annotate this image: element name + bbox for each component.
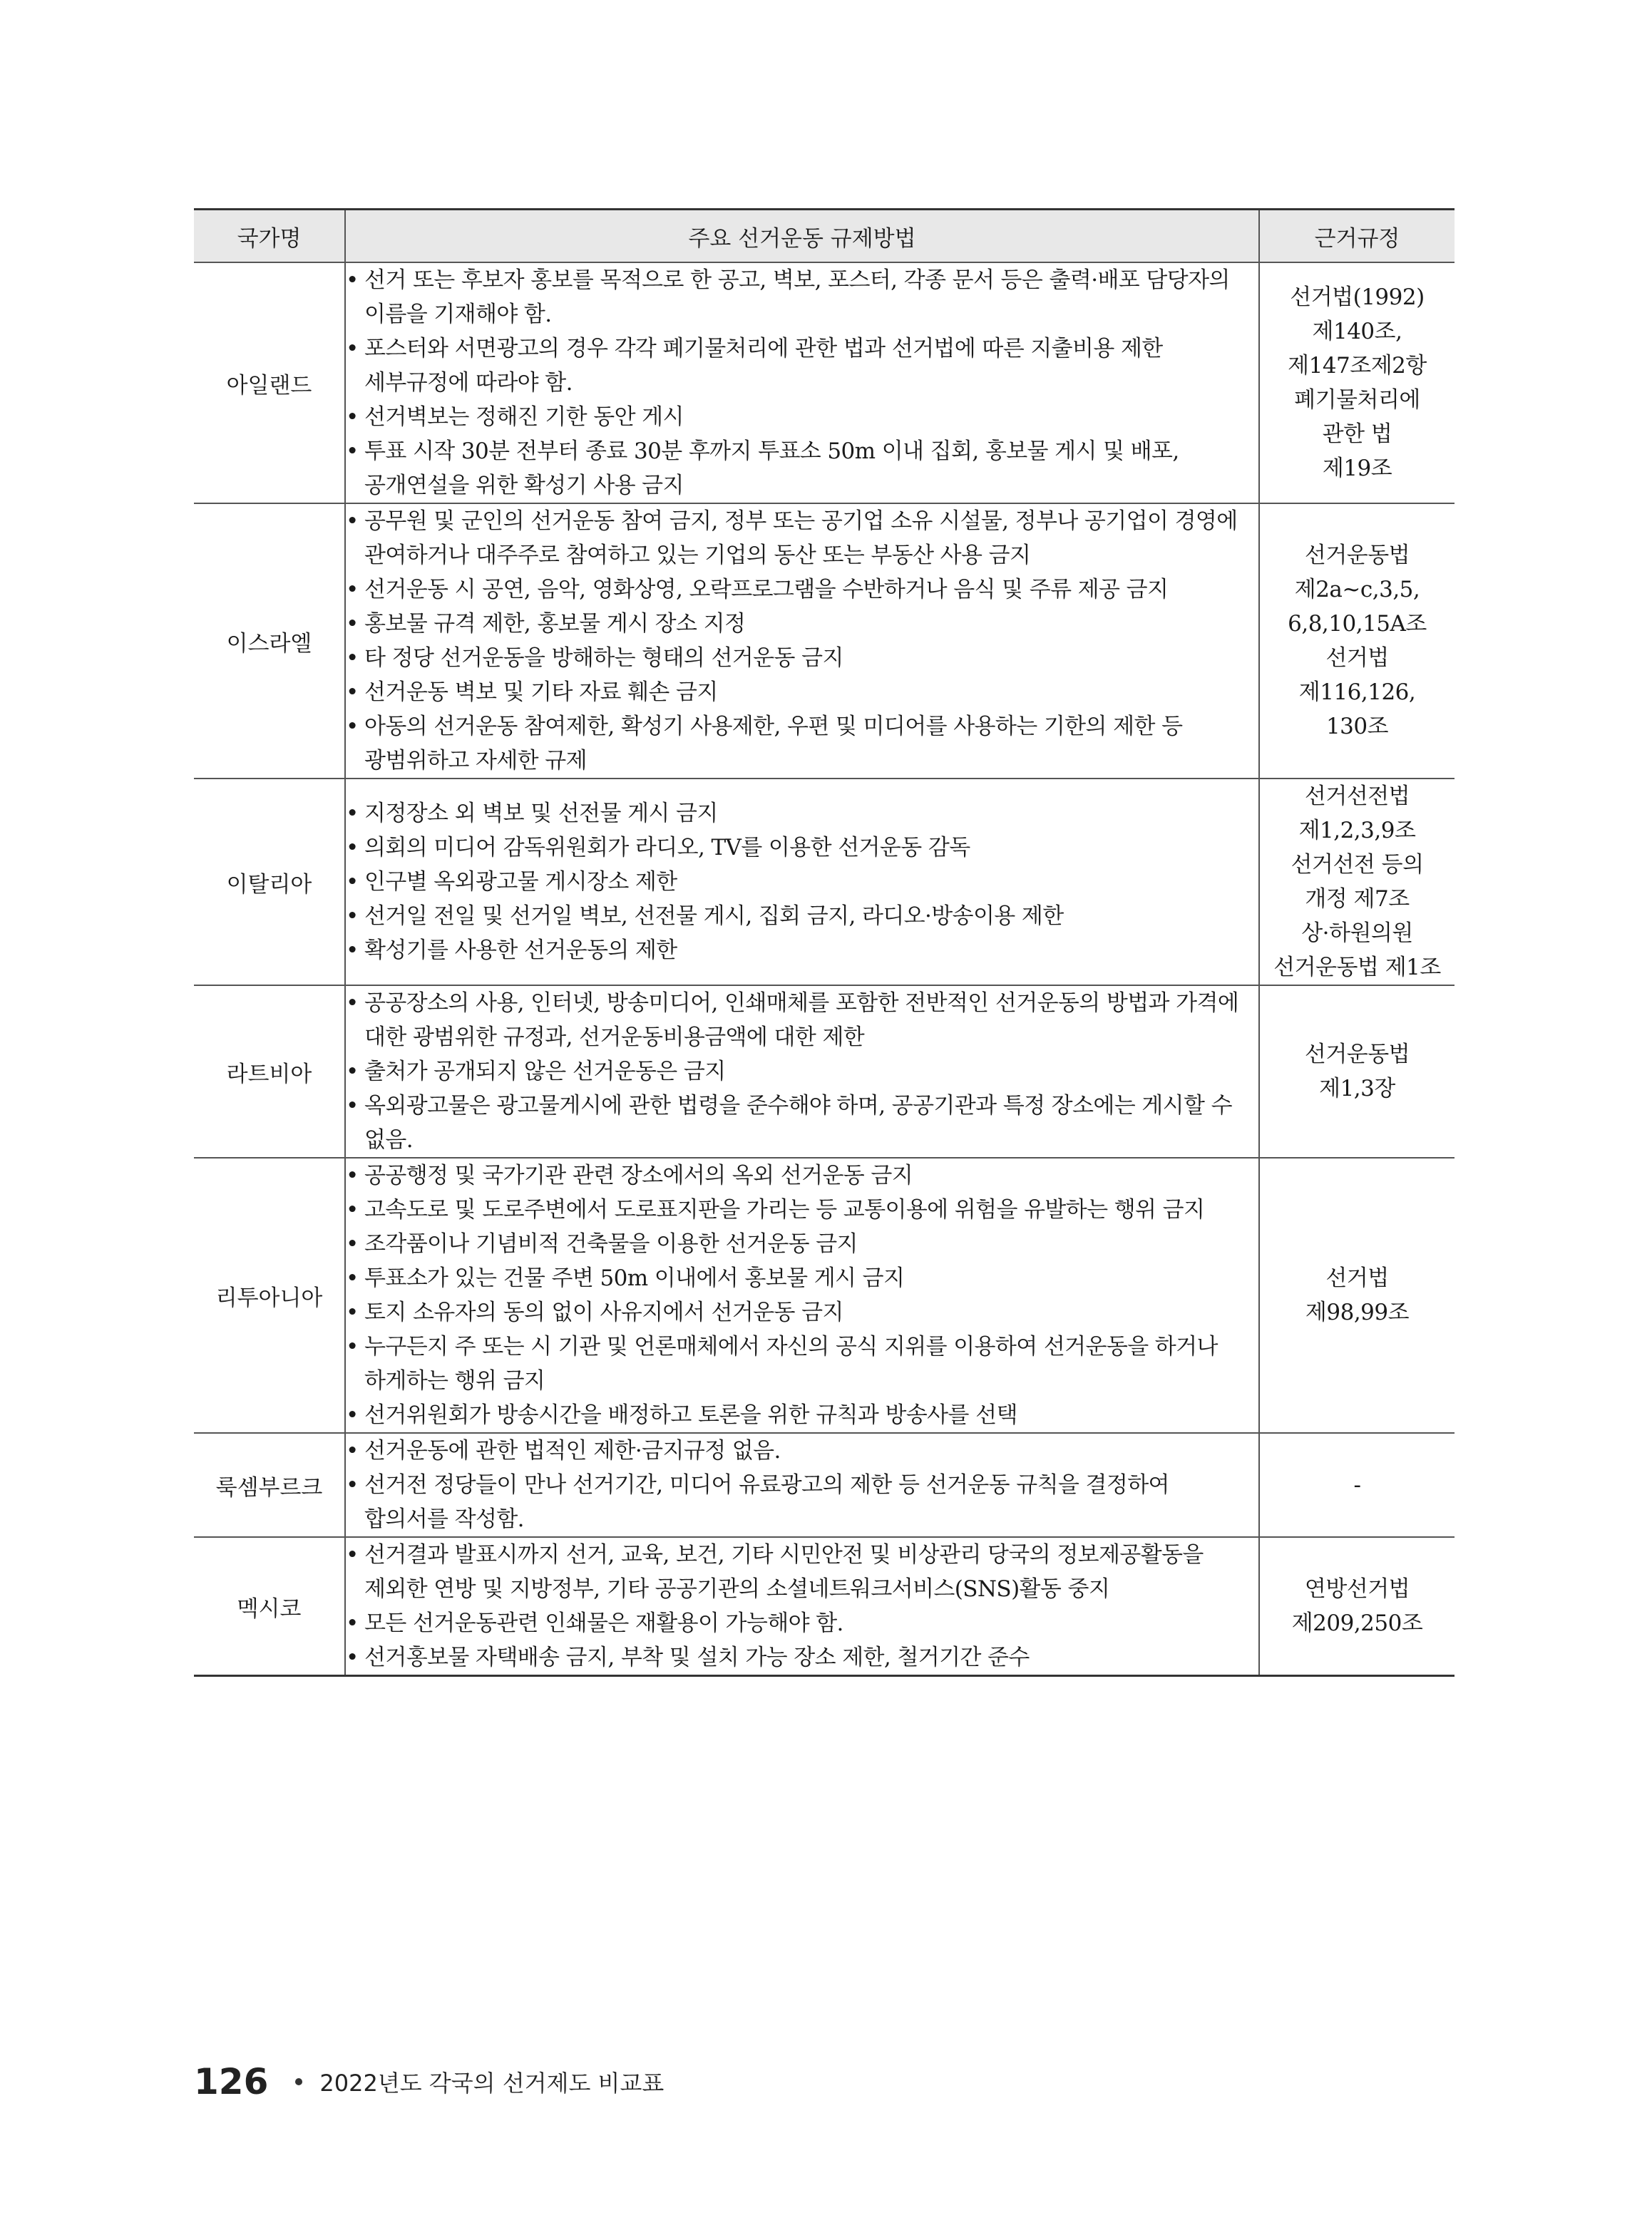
regulation-item (346, 1295, 1258, 1330)
bullet-icon: • (346, 336, 359, 361)
regulation-item-text: 누구든지 주 또는 시 기관 및 언론매체에서 자신의 공식 지위를 이용하여 선거운동을 하거나 하게하는 행위 금지 (364, 1334, 1218, 1394)
bullet-icon: • (346, 1231, 359, 1257)
regulations-table (194, 208, 1455, 1677)
regulation-list (346, 1434, 1258, 1536)
bullet-icon: • (346, 869, 359, 895)
regulation-item-text: 투표 시작 30분 전부터 종료 30분 후까지 투표소 50m 이내 집회, 홍보물 게시 및 배포, 공개연설을 위한 확성기 사용 금지 (364, 438, 1179, 498)
regulation-item (346, 1468, 1258, 1536)
bullet-icon: • (346, 714, 359, 739)
bullet-icon: • (346, 937, 359, 963)
regulation-item-text: 선거 또는 후보자 홍보를 목적으로 한 공고, 벽보, 포스터, 각종 문서 등은 출력·배포 담당자의 이름을 기재해야 함. (364, 267, 1230, 327)
bullet-icon: • (346, 903, 359, 929)
regulation-item (346, 1434, 1258, 1468)
regulation-item-text: 토지 소유자의 동의 없이 사유지에서 선거운동 금지 (364, 1300, 843, 1325)
bullet-icon: • (346, 1163, 359, 1188)
regulation-item (346, 332, 1258, 400)
regulation-list (346, 986, 1258, 1157)
legal-basis: 선거운동법 제1,3장 (1259, 985, 1455, 1158)
country-name: 아일랜드 (194, 262, 345, 503)
regulation-item-text: 홍보물 규격 제한, 홍보물 게시 장소 지정 (364, 611, 746, 637)
regulation-item (346, 1261, 1258, 1295)
regulation-item-text: 투표소가 있는 건물 주변 50m 이내에서 홍보물 게시 금지 (364, 1265, 905, 1291)
bullet-icon: • (346, 1265, 359, 1291)
page-footer (194, 2060, 664, 2103)
regulation-item-text: 의회의 미디어 감독위원회가 라디오, TV를 이용한 선거운동 감독 (364, 835, 970, 860)
regulation-item (346, 1158, 1258, 1193)
regulation-item (346, 434, 1258, 503)
regulation-item (346, 263, 1258, 332)
regulation-list (346, 504, 1258, 778)
regulation-item-text: 모든 선거운동관련 인쇄물은 재활용이 가능해야 함. (364, 1610, 843, 1636)
bullet-icon: • (346, 1542, 359, 1568)
regulation-methods (345, 503, 1259, 779)
regulation-item-text: 고속도로 및 도로주변에서 도로표지판을 가리는 등 교통이용에 위험을 유발하는 행위 금지 (364, 1197, 1205, 1223)
regulation-item (346, 400, 1258, 434)
regulation-item-text: 타 정당 선거운동을 방해하는 형태의 선거운동 금지 (364, 645, 843, 671)
bullet-icon: • (346, 438, 359, 464)
regulation-item (346, 504, 1258, 572)
legal-basis: 선거선전법 제1,2,3,9조 선거선전 등의 개정 제7조 상·하원의원 선거운동법 제1조 (1259, 779, 1455, 985)
regulation-methods (345, 1158, 1259, 1433)
country-name: 이스라엘 (194, 503, 345, 779)
regulation-item (346, 1089, 1258, 1157)
regulation-item (346, 899, 1258, 933)
regulation-list (346, 263, 1258, 503)
regulation-item (346, 796, 1258, 831)
legal-basis: - (1259, 1433, 1455, 1537)
bullet-icon: • (346, 835, 359, 860)
table-row (194, 1537, 1455, 1676)
bullet-icon: • (346, 1645, 359, 1670)
country-name: 멕시코 (194, 1537, 345, 1676)
bullet-icon: • (346, 1197, 359, 1223)
regulation-item (346, 1640, 1258, 1675)
regulation-item (346, 1054, 1258, 1089)
regulation-methods (345, 779, 1259, 985)
regulation-list (346, 796, 1258, 967)
footer-title: 2022년도 각국의 선거제도 비교표 (319, 2070, 665, 2097)
regulation-item-text: 선거전 정당들이 만나 선거기간, 미디어 유료광고의 제한 등 선거운동 규칙을 결정하여 합의서를 작성함. (364, 1472, 1169, 1532)
regulation-item-text: 옥외광고물은 광고물게시에 관한 법령을 준수해야 하며, 공공기관과 특정 장소에는 게시할 수 없음. (364, 1093, 1232, 1153)
bullet-icon: • (346, 1610, 359, 1636)
regulation-item-text: 선거홍보물 자택배송 금지, 부착 및 설치 가능 장소 제한, 철거기간 준수 (364, 1645, 1030, 1670)
bullet-icon: • (346, 1334, 359, 1360)
regulation-item (346, 572, 1258, 607)
bullet-icon: • (346, 267, 359, 293)
regulation-methods (345, 1537, 1259, 1676)
legal-basis: 선거법(1992) 제140조, 제147조제2항 폐기물처리에 관한 법 제19조 (1259, 262, 1455, 503)
header-basis: 근거규정 (1259, 210, 1455, 263)
bullet-icon: • (346, 1059, 359, 1084)
country-name: 이탈리아 (194, 779, 345, 985)
regulation-item-text: 선거결과 발표시까지 선거, 교육, 보건, 기타 시민안전 및 비상관리 당국의 정보제공활동을 제외한 연방 및 지방정부, 기타 공공기관의 소셜네트워크서비스(SNS)활동 중지 (364, 1542, 1204, 1602)
header-methods: 주요 선거운동 규제방법 (345, 210, 1259, 263)
regulation-item-text: 선거운동에 관한 법적인 제한·금지규정 없음. (364, 1438, 781, 1464)
regulation-item (346, 933, 1258, 967)
regulation-item (346, 641, 1258, 675)
regulation-item-text: 지정장소 외 벽보 및 선전물 게시 금지 (364, 801, 718, 826)
regulation-list (346, 1538, 1258, 1675)
table-row (194, 1158, 1455, 1433)
regulation-item (346, 986, 1258, 1054)
bullet-icon: • (346, 508, 359, 534)
regulation-item (346, 1538, 1258, 1606)
bullet-icon: • (346, 1472, 359, 1498)
regulation-methods (345, 1433, 1259, 1537)
header-country: 국가명 (194, 210, 345, 263)
footer-separator-dot (295, 2078, 302, 2085)
country-name: 룩셈부르크 (194, 1433, 345, 1537)
country-name: 라트비아 (194, 985, 345, 1158)
bullet-icon: • (346, 404, 359, 430)
regulation-item-text: 선거운동 시 공연, 음악, 영화상영, 오락프로그램을 수반하거나 음식 및 주류 제공 금지 (364, 577, 1169, 602)
regulation-methods (345, 985, 1259, 1158)
regulation-item (346, 1606, 1258, 1640)
regulation-item-text: 인구별 옥외광고물 게시장소 제한 (364, 869, 677, 895)
regulation-item-text: 공무원 및 군인의 선거운동 참여 금지, 정부 또는 공기업 소유 시설물, 정부나 공기업이 경영에 관여하거나 대주주로 참여하고 있는 기업의 동산 또는 부동산 사용 금지 (364, 508, 1238, 568)
table-row (194, 503, 1455, 779)
regulation-item (346, 709, 1258, 778)
bullet-icon: • (346, 1402, 359, 1428)
regulation-item-text: 출처가 공개되지 않은 선거운동은 금지 (364, 1059, 726, 1084)
regulation-item-text: 포스터와 서면광고의 경우 각각 폐기물처리에 관한 법과 선거법에 따른 지출비용 제한 세부규정에 따라야 함. (364, 336, 1163, 396)
bullet-icon: • (346, 990, 359, 1016)
country-name: 리투아니아 (194, 1158, 345, 1433)
legal-basis: 선거운동법 제2a~c,3,5, 6,8,10,15A조 선거법 제116,126, 130조 (1259, 503, 1455, 779)
bullet-icon: • (346, 645, 359, 671)
bullet-icon: • (346, 1438, 359, 1464)
regulation-list (346, 1158, 1258, 1432)
regulation-item-text: 조각품이나 기념비적 건축물을 이용한 선거운동 금지 (364, 1231, 858, 1257)
regulation-item (346, 1227, 1258, 1261)
regulation-item-text: 선거벽보는 정해진 기한 동안 게시 (364, 404, 684, 430)
regulation-item (346, 607, 1258, 641)
page-number: 126 (194, 2061, 269, 2102)
regulation-item-text: 선거위원회가 방송시간을 배정하고 토론을 위한 규칙과 방송사를 선택 (364, 1402, 1017, 1428)
regulation-item (346, 1330, 1258, 1398)
regulation-item (346, 1193, 1258, 1227)
bullet-icon: • (346, 1093, 359, 1119)
table-header-row (194, 210, 1455, 263)
regulation-item (346, 1398, 1258, 1432)
bullet-icon: • (346, 801, 359, 826)
regulation-item-text: 공공장소의 사용, 인터넷, 방송미디어, 인쇄매체를 포함한 전반적인 선거운동의 방법과 가격에 대한 광범위한 규정과, 선거운동비용금액에 대한 제한 (364, 990, 1239, 1050)
table-row (194, 1433, 1455, 1537)
bullet-icon: • (346, 611, 359, 637)
regulation-item-text: 확성기를 사용한 선거운동의 제한 (364, 937, 677, 963)
bullet-icon: • (346, 1300, 359, 1325)
regulation-item-text: 아동의 선거운동 참여제한, 확성기 사용제한, 우편 및 미디어를 사용하는 기한의 제한 등 광범위하고 자세한 규제 (364, 714, 1183, 774)
bullet-icon: • (346, 577, 359, 602)
table-row (194, 779, 1455, 985)
regulation-item (346, 865, 1258, 899)
regulation-methods (345, 262, 1259, 503)
legal-basis: 선거법 제98,99조 (1259, 1158, 1455, 1433)
table-row (194, 262, 1455, 503)
regulation-item (346, 831, 1258, 865)
table-row (194, 985, 1455, 1158)
regulation-item-text: 선거운동 벽보 및 기타 자료 훼손 금지 (364, 679, 718, 705)
regulation-item-text: 공공행정 및 국가기관 관련 장소에서의 옥외 선거운동 금지 (364, 1163, 913, 1188)
regulation-item (346, 675, 1258, 709)
legal-basis: 연방선거법 제209,250조 (1259, 1537, 1455, 1676)
regulation-item-text: 선거일 전일 및 선거일 벽보, 선전물 게시, 집회 금지, 라디오·방송이용 제한 (364, 903, 1064, 929)
bullet-icon: • (346, 679, 359, 705)
